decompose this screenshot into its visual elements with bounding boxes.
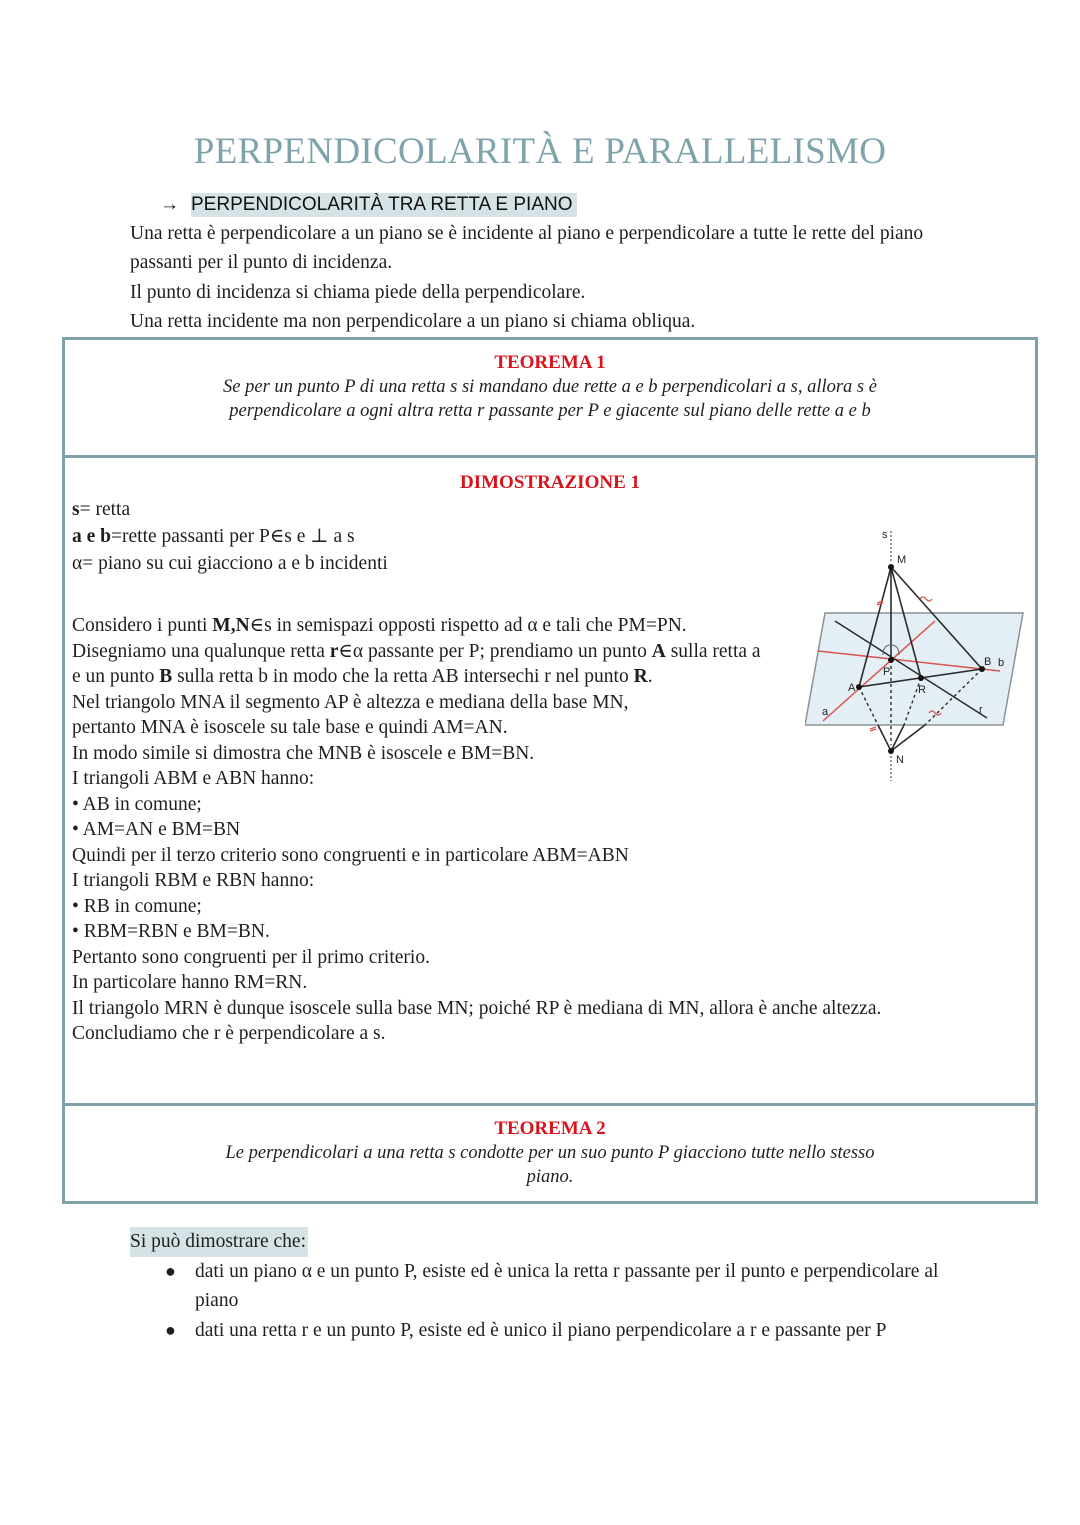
proof-line: In particolare hanno RM=RN.: [72, 972, 308, 993]
definition-text: = piano su cui giacciono a e b incidenti: [82, 553, 388, 574]
section-heading: [160, 192, 577, 218]
text: ∈α passante per P; prendiamo un punto: [338, 640, 652, 662]
bold-text: M,N: [212, 615, 250, 636]
theorem-2-box: [62, 1103, 1038, 1204]
proof-line: pertanto MNA è isoscele su tale base e quindi AM=AN.: [72, 717, 508, 738]
proof-bullet: • AB in comune;: [72, 793, 202, 815]
intro-paragraph: Il punto di incidenza si chiama piede della perpendicolare.: [130, 281, 586, 303]
proof-line: Quindi per il terzo criterio sono congruenti e in particolare ABM=ABN: [72, 844, 629, 866]
intro-paragraph: Una retta è perpendicolare a un piano se è incidente al piano e perpendicolare a tutte le rette del piano passanti per il punto di incidenza.: [130, 223, 924, 274]
label-a: a: [822, 706, 829, 718]
proof-paragraph-construction: [72, 639, 772, 690]
bold-text: A: [651, 640, 666, 662]
label-R: R: [918, 684, 926, 696]
proof-1-box: [62, 455, 1038, 1109]
label-s: s: [882, 529, 888, 541]
text: Considero i punti: [72, 615, 213, 636]
text: .: [647, 666, 653, 687]
list-item: [165, 1316, 950, 1346]
text: ∈s in semispazi opposti rispetto ad α e tali che PM=PN.: [249, 615, 687, 636]
text: Disegniamo una qualunque retta: [72, 640, 330, 662]
theorem-2-statement: Le perpendicolari a una retta s condotte per un suo punto P giacciono tutte nello stesso piano.: [225, 1143, 875, 1187]
proof-bullet: • AM=AN e BM=BN: [72, 819, 241, 840]
intro-paragraph: Una retta incidente ma non perpendicolare a un piano si chiama obliqua.: [130, 310, 696, 332]
definition-term: α: [72, 553, 83, 574]
arrow-right-icon: →: [160, 194, 179, 215]
label-B: B: [984, 656, 992, 668]
label-M: M: [897, 554, 907, 566]
label-r: r: [979, 704, 983, 716]
theorem-1-statement: Se per un punto P di una retta s si mandano due rette a e b perpendicolari a s, allora s è perpendicolare a ogni altra retta r passante per P e giacente sul piano delle rette a e b: [223, 377, 877, 421]
label-N: N: [896, 754, 904, 766]
theorem-2-title: TEOREMA 2: [494, 1118, 606, 1139]
intro-text: [130, 219, 990, 336]
definition-term: s: [72, 499, 80, 520]
proof-1-title: DIMOSTRAZIONE 1: [460, 472, 640, 493]
label-b: b: [998, 657, 1005, 669]
label-A: A: [848, 682, 856, 694]
text: sulla retta b in modo che la retta AB intersechi r nel punto: [172, 666, 634, 687]
proof-line: I triangoli ABM e ABN hanno:: [72, 768, 315, 789]
section-heading-label: PERPENDICOLARITÀ TRA RETTA E PIANO: [191, 193, 577, 217]
proof-line: Pertanto sono congruenti per il primo criterio.: [72, 946, 430, 968]
theorem-1-box: [62, 337, 1038, 461]
proof-paragraph-points: [72, 613, 772, 639]
bold-text: R: [633, 666, 648, 687]
proof-line: Concludiamo che r è perpendicolare a s.: [72, 1023, 386, 1044]
text: sulla retta a e un punto: [72, 640, 761, 687]
theorem-1-title: TEOREMA 1: [494, 352, 606, 373]
definition-text: =rette passanti per P∈s e ⊥ a s: [111, 526, 355, 547]
definition-term: a e b: [72, 526, 111, 547]
conclusion-list: [130, 1257, 950, 1346]
proof-line: Il triangolo MRN è dunque isoscele sulla base MN; poiché RP è mediana di MN, allora è anche altezza.: [72, 997, 882, 1019]
list-item-text: dati una retta r e un punto P, esiste ed è unico il piano perpendicolare a r e passante per P: [195, 1319, 887, 1341]
list-item-text: dati un piano α e un punto P, esiste ed è unica la retta r passante per il punto e perpendicolare al piano: [195, 1260, 939, 1311]
bullet-icon: ●: [165, 1319, 176, 1340]
perpendicular-plane-diagram: [805, 523, 1030, 788]
proof-line: In modo simile si dimostra che MNB è isoscele e BM=BN.: [72, 742, 535, 764]
bold-text: r: [329, 640, 339, 662]
conclusion-lead: Si può dimostrare che:: [130, 1227, 308, 1257]
conclusion-section: [130, 1227, 950, 1345]
proof-line: Nel triangolo MNA il segmento AP è altezza e mediana della base MN,: [72, 691, 629, 713]
definition-text: = retta: [79, 499, 131, 520]
list-item: [165, 1257, 950, 1316]
proof-line: I triangoli RBM e RBN hanno:: [72, 870, 315, 891]
definition-s: [72, 496, 1022, 523]
label-P: P: [883, 666, 891, 678]
bold-text: B: [159, 666, 173, 687]
bullet-icon: ●: [165, 1260, 176, 1281]
proof-bullet: • RBM=RBN e BM=BN.: [72, 921, 270, 942]
page-title: PERPENDICOLARITÀ E PARALLELISMO: [193, 131, 887, 172]
proof-bullet: • RB in comune;: [72, 895, 202, 917]
